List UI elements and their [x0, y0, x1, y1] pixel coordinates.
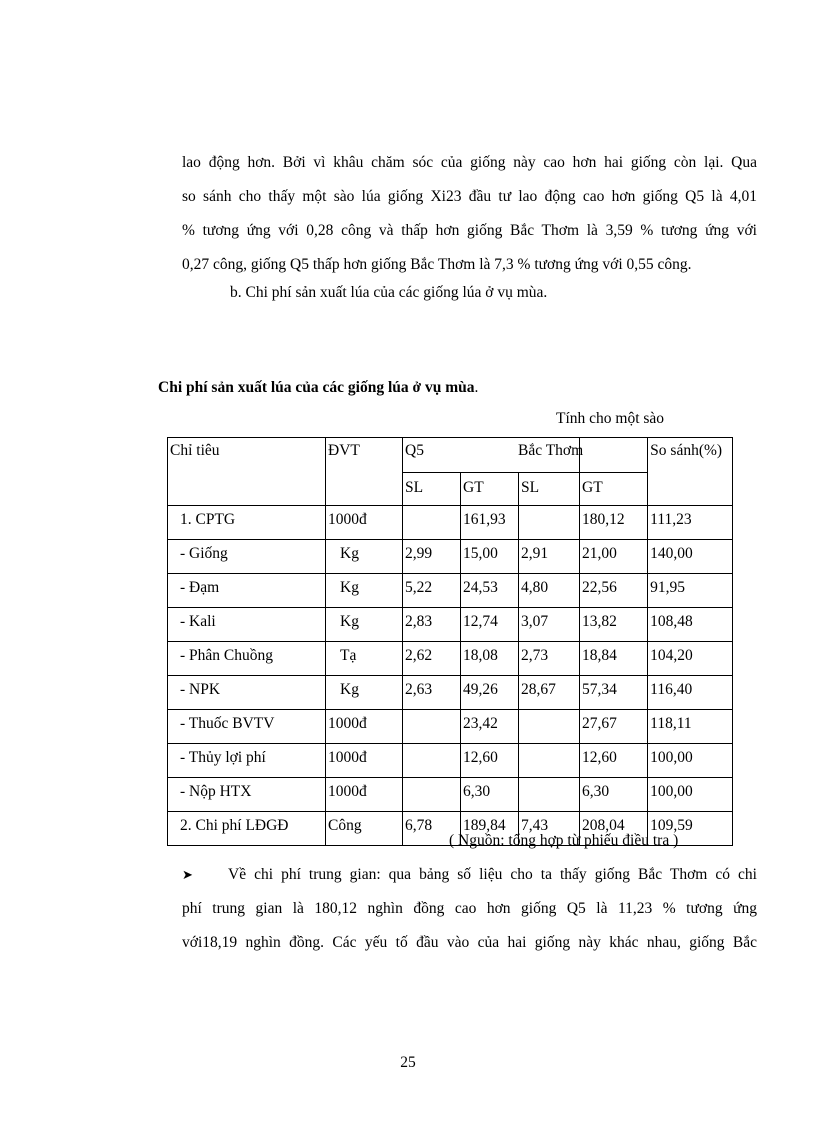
cell-bt-gt: 208,04: [580, 812, 648, 846]
cell-q5-sl: 6,78: [403, 812, 461, 846]
cell-q5-sl: 2,83: [403, 608, 461, 642]
row-unit: 1000đ: [326, 778, 403, 812]
row-unit: Công: [326, 812, 403, 846]
row-unit: Kg: [326, 540, 403, 574]
paragraph-line: lao động hơn. Bởi vì khâu chăm sóc của giống này cao hơn hai giống còn lại. Qua: [182, 154, 757, 171]
cell-bt-sl: 2,73: [519, 642, 580, 676]
header-so-sanh: So sánh(%): [648, 438, 733, 506]
arrowhead-bullet-icon: ➤: [182, 867, 193, 882]
cell-q5-gt: 49,26: [461, 676, 519, 710]
row-label: - Giống: [168, 540, 326, 574]
cost-table: [167, 437, 733, 846]
cell-compare: 108,48: [648, 608, 733, 642]
cell-bt-sl: 3,07: [519, 608, 580, 642]
cell-bt-gt: 18,84: [580, 642, 648, 676]
cell-bt-gt: 180,12: [580, 506, 648, 540]
cell-q5-sl: 2,99: [403, 540, 461, 574]
cell-compare: 91,95: [648, 574, 733, 608]
header-q5-gt: GT: [461, 473, 519, 506]
cell-compare: 118,11: [648, 710, 733, 744]
cell-q5-sl: [403, 778, 461, 812]
cell-bt-gt: 21,00: [580, 540, 648, 574]
paragraph-line-text: Về chi phí trung gian: qua bảng số liệu cho ta thấy giống Bắc Thơm có chi: [228, 866, 757, 883]
cell-compare: 100,00: [648, 778, 733, 812]
row-label: 1. CPTG: [168, 506, 326, 540]
table-row: [168, 710, 733, 744]
cell-q5-sl: [403, 506, 461, 540]
paragraph-line-first: [182, 858, 757, 892]
row-unit: Kg: [326, 608, 403, 642]
table-row: [168, 540, 733, 574]
cell-compare: 140,00: [648, 540, 733, 574]
table-row: [168, 778, 733, 812]
header-q5-sl: SL: [403, 473, 461, 506]
row-label: - Đạm: [168, 574, 326, 608]
cell-compare: 100,00: [648, 744, 733, 778]
row-label: - Nộp HTX: [168, 778, 326, 812]
cell-q5-gt: 12,60: [461, 744, 519, 778]
header-bt-sl: SL: [519, 473, 580, 506]
body-paragraph-2: [182, 858, 757, 960]
cell-q5-sl: 5,22: [403, 574, 461, 608]
row-unit: Kg: [326, 676, 403, 710]
row-unit: 1000đ: [326, 506, 403, 540]
table-title: [158, 377, 478, 399]
table-row: [168, 506, 733, 540]
cell-compare: 111,23: [648, 506, 733, 540]
cell-q5-gt: 18,08: [461, 642, 519, 676]
row-label: - NPK: [168, 676, 326, 710]
table-row: [168, 676, 733, 710]
cell-bt-sl: [519, 744, 580, 778]
cell-bt-gt: 22,56: [580, 574, 648, 608]
cell-q5-sl: [403, 710, 461, 744]
table-row: [168, 574, 733, 608]
row-label: - Kali: [168, 608, 326, 642]
cell-bt-gt: 27,67: [580, 710, 648, 744]
paragraph-line: phí trung gian là 180,12 nghìn đồng cao hơn giống Q5 là 11,23 % tương ứng: [182, 900, 757, 917]
header-chi-tieu: Chỉ tiêu: [168, 438, 326, 506]
cell-q5-gt: 189,84: [461, 812, 519, 846]
cell-q5-gt: 6,30: [461, 778, 519, 812]
header-dvt: ĐVT: [326, 438, 403, 506]
cell-q5-sl: 2,62: [403, 642, 461, 676]
row-unit: 1000đ: [326, 710, 403, 744]
row-unit: 1000đ: [326, 744, 403, 778]
cell-bt-gt: 12,60: [580, 744, 648, 778]
cell-q5-gt: 12,74: [461, 608, 519, 642]
cell-bt-gt: 13,82: [580, 608, 648, 642]
cell-bt-sl: 28,67: [519, 676, 580, 710]
cell-q5-sl: [403, 744, 461, 778]
cell-bt-sl: 7,43: [519, 812, 580, 846]
table-source: ( Nguồn: tổng hợp từ phiếu điều tra ): [449, 832, 679, 849]
paragraph-line: 0,27 công, giống Q5 thấp hơn giống Bắc Thơm là 7,3 % tương ứng với 0,55 công.: [182, 256, 692, 273]
table-title-text: Chi phí sản xuất lúa của các giống lúa ở vụ mùa: [158, 379, 475, 396]
table-row: [168, 642, 733, 676]
row-label: - Phân Chuồng: [168, 642, 326, 676]
row-label: - Thủy lợi phí: [168, 744, 326, 778]
cell-bt-sl: [519, 506, 580, 540]
cell-bt-sl: [519, 710, 580, 744]
cell-q5-gt: 24,53: [461, 574, 519, 608]
header-q5: Q5: [403, 438, 519, 473]
cell-q5-gt: 15,00: [461, 540, 519, 574]
table-row: [168, 744, 733, 778]
row-label: 2. Chi phí LĐGĐ: [168, 812, 326, 846]
header-bac-thom: Bắc Thơm: [516, 438, 584, 473]
cell-bt-sl: 2,91: [519, 540, 580, 574]
row-label: - Thuốc BVTV: [168, 710, 326, 744]
cell-bt-gt: 6,30: [580, 778, 648, 812]
page-number: 25: [400, 1054, 416, 1071]
table-unit-note: Tính cho một sào: [556, 410, 665, 427]
cell-bt-sl: 4,80: [519, 574, 580, 608]
header-bt-gt: GT: [580, 473, 648, 506]
body-paragraph-1: [182, 146, 757, 282]
paragraph-line: với18,19 nghìn đồng. Các yếu tố đầu vào của hai giống này khác nhau, giống Bắc: [182, 934, 757, 951]
paragraph-line: % tương ứng với 0,28 công và thấp hơn giống Bắc Thơm là 3,59 % tương ứng với: [182, 222, 757, 239]
cell-compare: 109,59: [648, 812, 733, 846]
table-title-period: .: [474, 379, 479, 396]
paragraph-line: so sánh cho thấy một sào lúa giống Xi23 đầu tư lao động cao hơn giống Q5 là 4,01: [182, 188, 757, 205]
cell-bt-sl: [519, 778, 580, 812]
cell-q5-gt: 23,42: [461, 710, 519, 744]
cell-compare: 104,20: [648, 642, 733, 676]
row-unit: Kg: [326, 574, 403, 608]
cell-bt-gt: 57,34: [580, 676, 648, 710]
row-unit: Tạ: [326, 642, 403, 676]
cell-q5-gt: 161,93: [461, 506, 519, 540]
section-b-heading: b. Chi phí sản xuất lúa của các giống lúa ở vụ mùa.: [230, 284, 548, 301]
table-row: [168, 608, 733, 642]
cell-q5-sl: 2,63: [403, 676, 461, 710]
cell-compare: 116,40: [648, 676, 733, 710]
